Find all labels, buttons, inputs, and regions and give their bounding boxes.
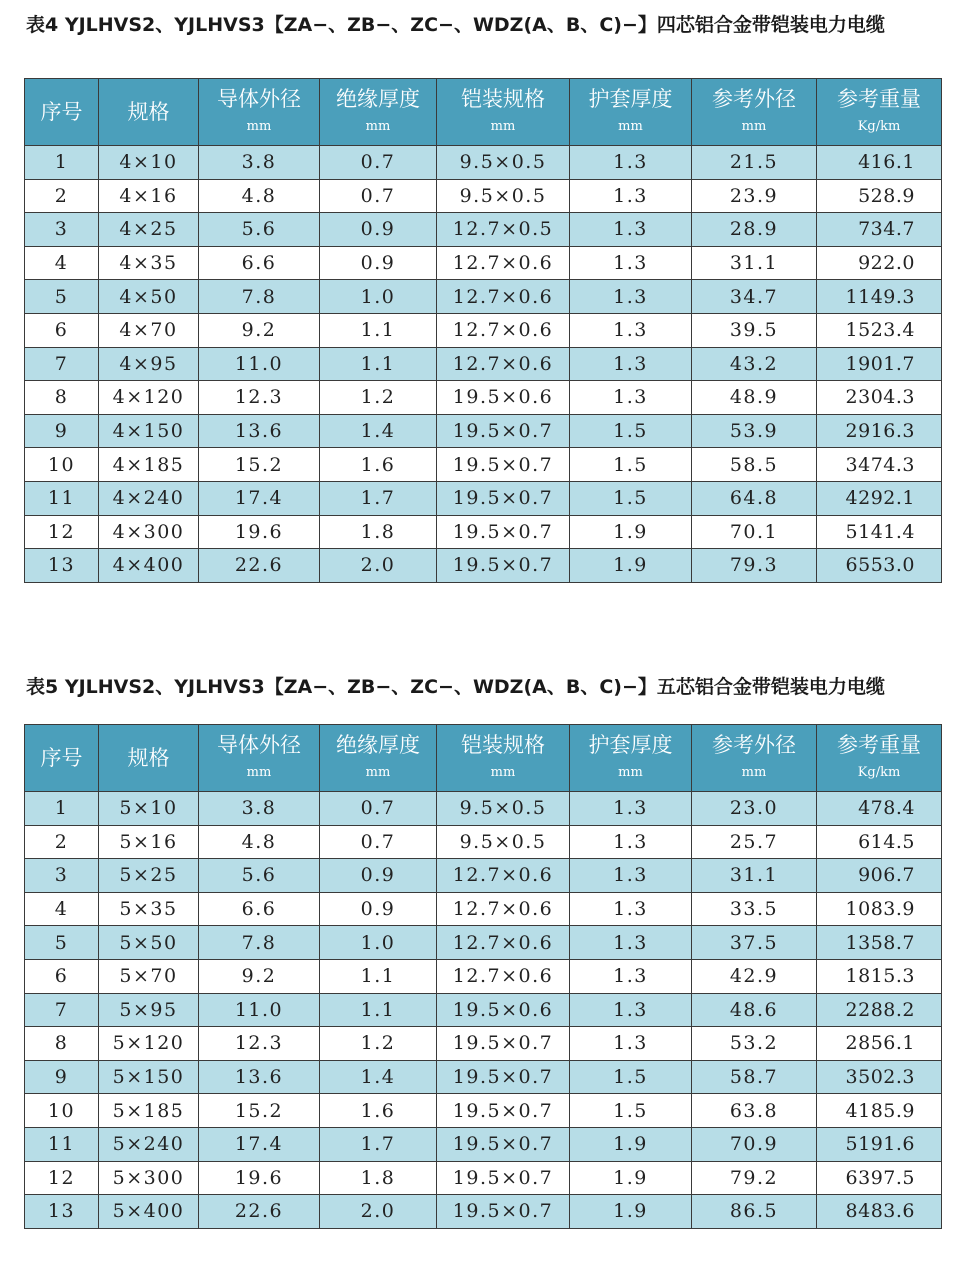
column-header-unit: mm [490, 119, 516, 134]
table-cell: 19.5×0.7 [437, 1094, 570, 1128]
table-row [25, 993, 942, 1027]
table-cell: 1.3 [570, 280, 692, 314]
column-header-label: 护套厚度 [588, 87, 673, 111]
table-row [25, 1027, 942, 1061]
table-cell: 22.6 [199, 1195, 320, 1229]
table-cell: 53.9 [692, 414, 817, 448]
table-cell: 9 [25, 414, 99, 448]
table-cell: 6.6 [199, 892, 320, 926]
table-cell: 1.5 [570, 1094, 692, 1128]
table-cell: 1.3 [570, 959, 692, 993]
table-cell: 19.5×0.7 [437, 515, 570, 549]
table-cell: 5 [25, 926, 99, 960]
column-header-unit: mm [618, 119, 643, 134]
table-cell: 11.0 [199, 347, 320, 381]
table-header-row [25, 79, 942, 146]
column-header [99, 725, 199, 792]
table-row [25, 146, 942, 180]
table-cell: 4×70 [99, 313, 199, 347]
column-header [570, 725, 692, 792]
table-row [25, 1195, 942, 1229]
table-cell: 12.7×0.6 [437, 246, 570, 280]
table-cell: 1.4 [320, 1060, 437, 1094]
table-cell: 17.4 [199, 481, 320, 515]
table-cell: 19.5×0.7 [437, 549, 570, 583]
column-header-unit: mm [618, 765, 643, 780]
table-cell: 6 [25, 959, 99, 993]
table-cell: 37.5 [692, 926, 817, 960]
table-cell: 1.9 [570, 1127, 692, 1161]
table-cell: 7 [25, 993, 99, 1027]
table-cell: 19.6 [199, 1161, 320, 1195]
table-cell: 3502.3 [817, 1060, 942, 1094]
table-cell: 5141.4 [817, 515, 942, 549]
table-cell: 906.7 [817, 859, 942, 893]
table-cell: 3 [25, 859, 99, 893]
table-cell: 79.2 [692, 1161, 817, 1195]
table-cell: 31.1 [692, 246, 817, 280]
table-cell: 734.7 [817, 213, 942, 247]
table-cell: 5×70 [99, 959, 199, 993]
table-cell: 12 [25, 515, 99, 549]
table-cell: 12.3 [199, 381, 320, 415]
table-cell: 15.2 [199, 448, 320, 482]
table-cell: 34.7 [692, 280, 817, 314]
column-header-label: 铠装规格 [461, 733, 545, 757]
column-header-unit: mm [741, 765, 767, 780]
table-cell: 1.3 [570, 213, 692, 247]
table-cell: 1.5 [570, 448, 692, 482]
table-cell: 5.6 [199, 859, 320, 893]
table-cell: 1.9 [570, 1195, 692, 1229]
table-cell: 9.5×0.5 [437, 792, 570, 826]
table-cell: 1.5 [570, 414, 692, 448]
table-cell: 1 [25, 146, 99, 180]
column-header-unit: mm [365, 119, 391, 134]
column-header-label: 绝缘厚度 [336, 87, 420, 111]
table-cell: 1.3 [570, 313, 692, 347]
table-cell: 5×400 [99, 1195, 199, 1229]
table-cell: 1.3 [570, 146, 692, 180]
table-row [25, 1060, 942, 1094]
table-cell: 11 [25, 481, 99, 515]
table-cell: 8 [25, 1027, 99, 1061]
table-cell: 1.3 [570, 926, 692, 960]
table-cell: 5191.6 [817, 1127, 942, 1161]
table-cell: 4 [25, 892, 99, 926]
column-header-label: 参考重量 [837, 87, 921, 111]
column-header-label: 铠装规格 [461, 87, 545, 111]
column-header [320, 79, 437, 146]
table-cell: 48.6 [692, 993, 817, 1027]
table-cell: 3 [25, 213, 99, 247]
column-header-label: 序号 [40, 100, 83, 124]
table-cell: 1 [25, 792, 99, 826]
table-cell: 12 [25, 1161, 99, 1195]
column-header [817, 725, 942, 792]
table-cell: 1.8 [320, 1161, 437, 1195]
table-cell: 6553.0 [817, 549, 942, 583]
table-cell: 2916.3 [817, 414, 942, 448]
table-cell: 2304.3 [817, 381, 942, 415]
table-cell: 0.7 [320, 825, 437, 859]
table-row [25, 1094, 942, 1128]
table-cell: 10 [25, 1094, 99, 1128]
table-cell: 0.9 [320, 213, 437, 247]
table-cell: 23.0 [692, 792, 817, 826]
table-cell: 1.1 [320, 993, 437, 1027]
table-row [25, 280, 942, 314]
table-cell: 19.5×0.7 [437, 1060, 570, 1094]
table5-spec-table [24, 724, 942, 1229]
table-cell: 4×120 [99, 381, 199, 415]
table-row [25, 892, 942, 926]
table4-title: 表4 YJLHVS2、YJLHVS3【ZA−、ZB−、ZC−、WDZ(A、B、C)−】四芯铝合金带铠装电力电缆 [26, 14, 885, 36]
table-cell: 13 [25, 1195, 99, 1229]
table-cell: 4185.9 [817, 1094, 942, 1128]
table-cell: 9.5×0.5 [437, 146, 570, 180]
table-cell: 1.3 [570, 347, 692, 381]
table-header-row [25, 725, 942, 792]
column-header-label: 护套厚度 [588, 733, 673, 757]
table-cell: 4292.1 [817, 481, 942, 515]
table-cell: 5×300 [99, 1161, 199, 1195]
table-row [25, 246, 942, 280]
table-cell: 5×25 [99, 859, 199, 893]
table-cell: 4×240 [99, 481, 199, 515]
table-cell: 42.9 [692, 959, 817, 993]
table-row [25, 959, 942, 993]
column-header [437, 79, 570, 146]
table-cell: 1.1 [320, 959, 437, 993]
table-cell: 23.9 [692, 179, 817, 213]
table-cell: 19.5×0.7 [437, 481, 570, 515]
table-cell: 7.8 [199, 926, 320, 960]
table-cell: 19.5×0.7 [437, 414, 570, 448]
table-cell: 1.7 [320, 1127, 437, 1161]
table-cell: 0.7 [320, 146, 437, 180]
column-header [320, 725, 437, 792]
table-row [25, 381, 942, 415]
table-cell: 17.4 [199, 1127, 320, 1161]
table-cell: 1.3 [570, 792, 692, 826]
table-row [25, 448, 942, 482]
table-cell: 1.6 [320, 1094, 437, 1128]
table-cell: 8 [25, 381, 99, 415]
table-cell: 4×25 [99, 213, 199, 247]
column-header-unit: mm [365, 765, 391, 780]
table-cell: 11 [25, 1127, 99, 1161]
table-cell: 9.5×0.5 [437, 179, 570, 213]
table-cell: 2288.2 [817, 993, 942, 1027]
table-cell: 9.2 [199, 313, 320, 347]
table-cell: 0.7 [320, 179, 437, 213]
table-cell: 5×240 [99, 1127, 199, 1161]
table-cell: 4 [25, 246, 99, 280]
table-row [25, 414, 942, 448]
table-cell: 0.9 [320, 892, 437, 926]
table-cell: 4×185 [99, 448, 199, 482]
table-cell: 5.6 [199, 213, 320, 247]
table-cell: 4×95 [99, 347, 199, 381]
table-cell: 1.5 [570, 1060, 692, 1094]
table-cell: 19.5×0.7 [437, 1127, 570, 1161]
table-cell: 1.3 [570, 1027, 692, 1061]
table-cell: 3474.3 [817, 448, 942, 482]
table-cell: 86.5 [692, 1195, 817, 1229]
table-cell: 79.3 [692, 549, 817, 583]
table-cell: 1.3 [570, 892, 692, 926]
table-cell: 33.5 [692, 892, 817, 926]
table-cell: 12.7×0.6 [437, 313, 570, 347]
table-cell: 1.1 [320, 313, 437, 347]
table-cell: 12.7×0.6 [437, 959, 570, 993]
table-cell: 63.8 [692, 1094, 817, 1128]
column-header [692, 79, 817, 146]
table-cell: 5×185 [99, 1094, 199, 1128]
table-cell: 4×50 [99, 280, 199, 314]
table-cell: 4.8 [199, 179, 320, 213]
column-header [25, 79, 99, 146]
column-header-label: 绝缘厚度 [336, 733, 420, 757]
table-cell: 10 [25, 448, 99, 482]
table-cell: 1.3 [570, 179, 692, 213]
table-cell: 5×95 [99, 993, 199, 1027]
table-cell: 9.5×0.5 [437, 825, 570, 859]
column-header-label: 序号 [40, 746, 83, 770]
table-row [25, 1127, 942, 1161]
table-cell: 11.0 [199, 993, 320, 1027]
table-cell: 25.7 [692, 825, 817, 859]
table-cell: 8483.6 [817, 1195, 942, 1229]
table-cell: 3.8 [199, 792, 320, 826]
table-cell: 13.6 [199, 414, 320, 448]
table-cell: 1.0 [320, 926, 437, 960]
table-cell: 1.7 [320, 481, 437, 515]
table-cell: 12.7×0.6 [437, 892, 570, 926]
table-cell: 5×150 [99, 1060, 199, 1094]
table-row [25, 792, 942, 826]
table-cell: 12.7×0.5 [437, 213, 570, 247]
table-cell: 48.9 [692, 381, 817, 415]
column-header-unit: mm [246, 765, 272, 780]
table-cell: 28.9 [692, 213, 817, 247]
column-header [199, 79, 320, 146]
table-cell: 1.3 [570, 993, 692, 1027]
table-cell: 4×150 [99, 414, 199, 448]
table-cell: 4×400 [99, 549, 199, 583]
table-cell: 9 [25, 1060, 99, 1094]
table-cell: 19.5×0.7 [437, 1161, 570, 1195]
table-cell: 5×120 [99, 1027, 199, 1061]
column-header-label: 参考重量 [837, 733, 921, 757]
table-cell: 13 [25, 549, 99, 583]
table-cell: 0.9 [320, 859, 437, 893]
table5-title: 表5 YJLHVS2、YJLHVS3【ZA−、ZB−、ZC−、WDZ(A、B、C)−】五芯铝合金带铠装电力电缆 [26, 676, 885, 698]
table-row [25, 347, 942, 381]
table-cell: 1815.3 [817, 959, 942, 993]
table-cell: 7.8 [199, 280, 320, 314]
table-cell: 478.4 [817, 792, 942, 826]
column-header-unit: Kg/km [857, 119, 901, 134]
column-header-unit: mm [246, 119, 272, 134]
table-cell: 70.1 [692, 515, 817, 549]
column-header [437, 725, 570, 792]
table4-spec-table [24, 78, 942, 583]
table-cell: 5×16 [99, 825, 199, 859]
table-cell: 2.0 [320, 549, 437, 583]
table-cell: 1.5 [570, 481, 692, 515]
table-cell: 39.5 [692, 313, 817, 347]
table-cell: 1.1 [320, 347, 437, 381]
table-cell: 3.8 [199, 146, 320, 180]
table-row [25, 549, 942, 583]
table-cell: 53.2 [692, 1027, 817, 1061]
table-cell: 1.3 [570, 825, 692, 859]
table-cell: 64.8 [692, 481, 817, 515]
column-header-unit: Kg/km [857, 765, 901, 780]
table-cell: 416.1 [817, 146, 942, 180]
table-cell: 12.7×0.6 [437, 859, 570, 893]
column-header-unit: mm [490, 765, 516, 780]
table-cell: 1.2 [320, 381, 437, 415]
table-cell: 1083.9 [817, 892, 942, 926]
table-cell: 4×300 [99, 515, 199, 549]
table-cell: 43.2 [692, 347, 817, 381]
table-cell: 1.6 [320, 448, 437, 482]
table-cell: 5×50 [99, 926, 199, 960]
table-cell: 2856.1 [817, 1027, 942, 1061]
table-cell: 1.9 [570, 549, 692, 583]
table-cell: 2.0 [320, 1195, 437, 1229]
table-row [25, 481, 942, 515]
table-cell: 1.3 [570, 859, 692, 893]
table-cell: 4×10 [99, 146, 199, 180]
column-header [692, 725, 817, 792]
table-row [25, 825, 942, 859]
table-row [25, 926, 942, 960]
table-cell: 528.9 [817, 179, 942, 213]
table-cell: 19.5×0.7 [437, 1027, 570, 1061]
table-cell: 0.7 [320, 792, 437, 826]
table-cell: 5×35 [99, 892, 199, 926]
table-cell: 12.3 [199, 1027, 320, 1061]
table-cell: 614.5 [817, 825, 942, 859]
table-row [25, 515, 942, 549]
column-header [199, 725, 320, 792]
table-cell: 1.3 [570, 381, 692, 415]
table-cell: 6.6 [199, 246, 320, 280]
table-row [25, 179, 942, 213]
table-cell: 31.1 [692, 859, 817, 893]
table-cell: 1.9 [570, 515, 692, 549]
table-cell: 12.7×0.6 [437, 926, 570, 960]
table-cell: 1149.3 [817, 280, 942, 314]
table-cell: 19.5×0.7 [437, 1195, 570, 1229]
column-header-label: 导体外径 [217, 733, 301, 757]
table-cell: 19.5×0.6 [437, 381, 570, 415]
column-header [25, 725, 99, 792]
table-cell: 2 [25, 825, 99, 859]
table-cell: 19.5×0.6 [437, 993, 570, 1027]
table-cell: 70.9 [692, 1127, 817, 1161]
table-cell: 4.8 [199, 825, 320, 859]
column-header-label: 导体外径 [217, 87, 301, 111]
table-cell: 1901.7 [817, 347, 942, 381]
table-cell: 12.7×0.6 [437, 280, 570, 314]
table-cell: 1.0 [320, 280, 437, 314]
table-cell: 12.7×0.6 [437, 347, 570, 381]
table-row [25, 1161, 942, 1195]
table-cell: 6 [25, 313, 99, 347]
table-cell: 19.5×0.7 [437, 448, 570, 482]
table-cell: 13.6 [199, 1060, 320, 1094]
table-cell: 1.2 [320, 1027, 437, 1061]
table-cell: 6397.5 [817, 1161, 942, 1195]
table-cell: 1.3 [570, 246, 692, 280]
table-cell: 1.8 [320, 515, 437, 549]
table-cell: 21.5 [692, 146, 817, 180]
table-cell: 7 [25, 347, 99, 381]
table-cell: 5×10 [99, 792, 199, 826]
column-header-unit: mm [741, 119, 767, 134]
table-cell: 0.9 [320, 246, 437, 280]
table-cell: 2 [25, 179, 99, 213]
table-cell: 1358.7 [817, 926, 942, 960]
table-cell: 58.7 [692, 1060, 817, 1094]
table-cell: 9.2 [199, 959, 320, 993]
table-cell: 5 [25, 280, 99, 314]
table-cell: 922.0 [817, 246, 942, 280]
table-cell: 1523.4 [817, 313, 942, 347]
table-row [25, 859, 942, 893]
table-cell: 15.2 [199, 1094, 320, 1128]
table-cell: 4×35 [99, 246, 199, 280]
column-header [817, 79, 942, 146]
column-header-label: 规格 [127, 746, 170, 770]
table-row [25, 213, 942, 247]
column-header [99, 79, 199, 146]
table-cell: 58.5 [692, 448, 817, 482]
table-cell: 1.9 [570, 1161, 692, 1195]
table-cell: 1.4 [320, 414, 437, 448]
table-cell: 4×16 [99, 179, 199, 213]
column-header-label: 参考外径 [712, 87, 796, 111]
column-header-label: 规格 [127, 100, 170, 124]
column-header [570, 79, 692, 146]
table-row [25, 313, 942, 347]
table-cell: 19.6 [199, 515, 320, 549]
table-cell: 22.6 [199, 549, 320, 583]
column-header-label: 参考外径 [712, 733, 796, 757]
